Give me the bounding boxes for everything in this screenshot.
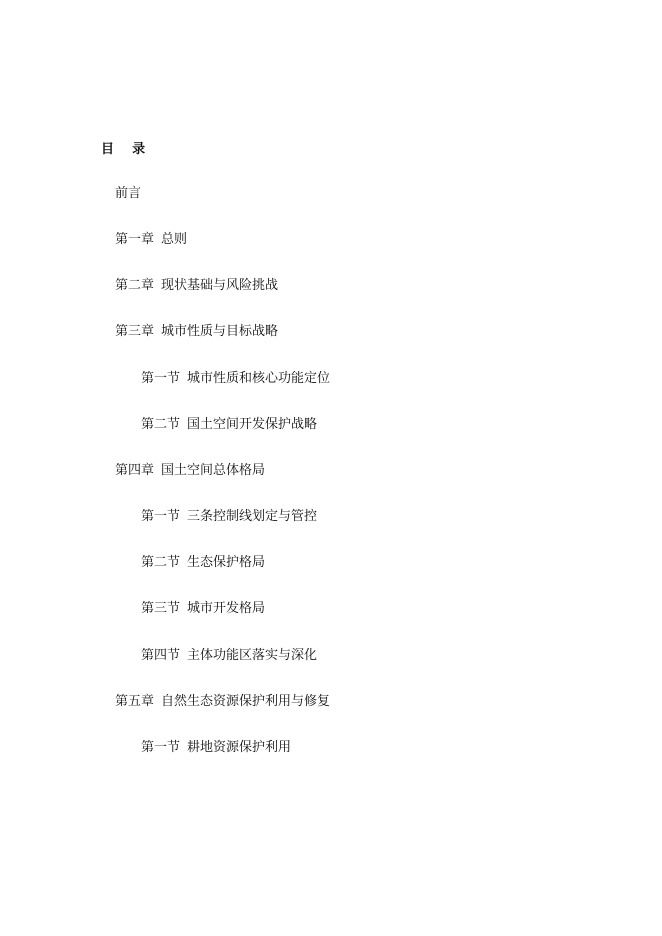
toc-entry-title: 前言 <box>115 186 142 201</box>
toc-entry-chapter-4-section-3[interactable] <box>141 600 265 618</box>
toc-entry-number: 第四章 <box>115 463 155 478</box>
toc-entry-chapter-4[interactable] <box>115 462 265 480</box>
toc-entry-number: 第二章 <box>115 278 155 293</box>
toc-entry-title: 主体功能区落实与深化 <box>187 648 318 663</box>
toc-entry-title: 现状基础与风险挑战 <box>161 278 279 293</box>
toc-entry-title: 城市开发格局 <box>187 601 266 616</box>
toc-entry-title: 总则 <box>161 232 188 247</box>
toc-entry-number: 第三节 <box>141 601 181 616</box>
toc-entry-chapter-4-section-2[interactable] <box>141 554 265 572</box>
toc-entry-number: 第三章 <box>115 324 155 339</box>
toc-entry-chapter-5-section-1[interactable] <box>141 739 291 757</box>
toc-entry-number: 第一节 <box>141 371 181 386</box>
toc-entry-chapter-2[interactable] <box>115 277 278 295</box>
toc-entry-number: 第一节 <box>141 509 181 524</box>
toc-entry-preface[interactable] <box>115 185 141 203</box>
toc-entry-chapter-4-section-1[interactable] <box>141 508 317 526</box>
toc-entry-number: 第二节 <box>141 555 181 570</box>
toc-entry-title: 生态保护格局 <box>187 555 266 570</box>
toc-entry-title: 城市性质和核心功能定位 <box>187 371 331 386</box>
toc-entry-chapter-3-section-1[interactable] <box>141 370 330 388</box>
toc-entry-title: 国土空间开发保护战略 <box>187 417 318 432</box>
toc-entry-title: 城市性质与目标战略 <box>161 324 279 339</box>
toc-entry-number: 第二节 <box>141 417 181 432</box>
toc-entry-title: 耕地资源保护利用 <box>187 740 292 755</box>
toc-entry-number: 第四节 <box>141 648 181 663</box>
toc-entry-chapter-1[interactable] <box>115 231 187 249</box>
toc-entry-title: 自然生态资源保护利用与修复 <box>161 694 331 709</box>
toc-heading: 目 录 <box>101 142 146 157</box>
toc-entry-number: 第一章 <box>115 232 155 247</box>
toc-entry-number: 第五章 <box>115 694 155 709</box>
toc-entry-chapter-3-section-2[interactable] <box>141 416 317 434</box>
toc-entry-chapter-4-section-4[interactable] <box>141 647 317 665</box>
toc-entry-title: 三条控制线划定与管控 <box>187 509 318 524</box>
toc-entry-chapter-3[interactable] <box>115 323 278 341</box>
toc-entry-title: 国土空间总体格局 <box>161 463 266 478</box>
toc-entry-chapter-5[interactable] <box>115 693 330 711</box>
toc-entry-number: 第一节 <box>141 740 181 755</box>
